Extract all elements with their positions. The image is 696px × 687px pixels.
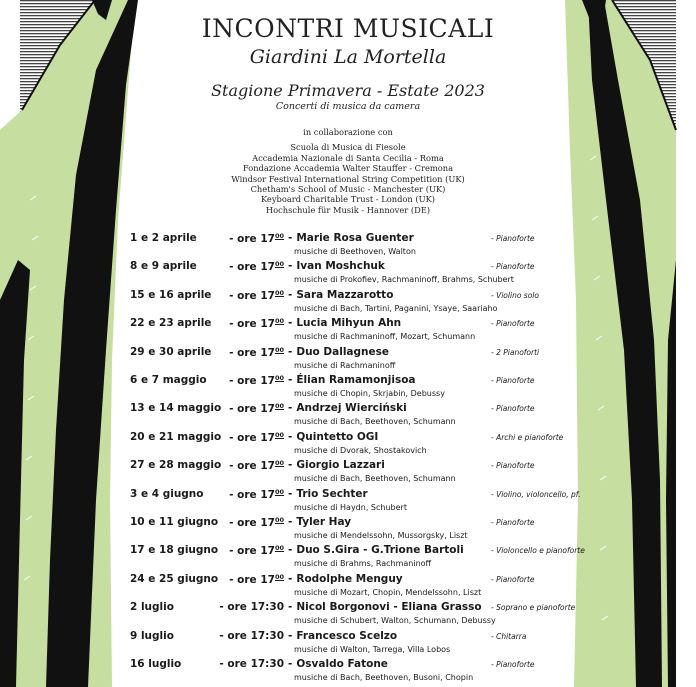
concert-performer [288,601,482,613]
concert-performer [288,260,385,272]
separator-dash: - [288,572,293,585]
concert-date: 24 e 25 giugno [130,572,219,585]
partner: Keyboard Charitable Trust - London (UK) [260,194,436,205]
concert-time [214,402,284,415]
concert-date: 10 e 11 giugno [130,516,219,528]
concert-time-value: - ore 17 [229,346,275,359]
season-subtitle: Concerti di musica da camera [275,101,421,112]
performer-name: Nicol Borgonovi - Eliana Grasso [296,601,482,614]
concert-time-minutes: 00 [274,572,284,581]
concert-repertoire: musiche di Bach, Tartini, Paganini, Ysaye, Saariaho [294,303,498,313]
concert-row [0,573,696,601]
concert-date: 22 e 23 aprile [130,317,212,330]
concert-date: 17 e 18 giugno [130,544,219,557]
concert-row [0,544,696,572]
poster-subtitle: Giardini La Mortella [249,46,447,68]
concert-instrument: - 2 Pianoforti [491,347,540,357]
concert-row [0,346,696,374]
concert-time-value: - ore 17 [229,545,275,558]
concert-instrument: - Pianoforte [491,574,535,584]
concert-row [0,232,696,260]
separator-dash: - [288,317,293,330]
performer-name: Trio Sechter [296,487,368,500]
concert-time-minutes: 00 [274,516,284,524]
concert-instrument: - Violino solo [491,290,539,300]
separator-dash: - [288,430,293,443]
separator-dash: - [288,288,293,301]
separator-dash: - [288,260,293,273]
concert-time [214,544,284,557]
concert-date: 8 e 9 aprile [130,260,197,273]
concert-date: 6 e 7 maggio [130,374,207,386]
concert-time [214,232,284,245]
concert-repertoire: musiche di Chopin, Skrjabin, Debussy [294,389,445,398]
performer-name: Ivan Moshchuk [296,260,385,273]
concert-instrument: - Pianoforte [491,262,535,272]
instrument-name: Archi e pianoforte [496,432,564,442]
concert-date: 27 e 28 maggio [130,459,222,472]
concert-repertoire: musiche di Mendelssohn, Mussorgsky, Liszt [294,531,468,540]
concert-performer [288,374,416,386]
concert-row [0,658,696,686]
poster-title: INCONTRI MUSICALI [201,14,495,43]
concert-performer [288,658,388,670]
performer-name: Tyler Hay [296,516,352,528]
concert-time-minutes: 00 [274,288,284,297]
concert-repertoire: musiche di Rachmaninoff, Mozart, Schumann [294,332,476,342]
concert-performer [288,232,414,244]
concert-date: 20 e 21 maggio [130,430,222,443]
concert-performer [288,516,351,528]
separator-dash: - [288,658,293,670]
concert-time [214,488,284,501]
instrument-name: Pianoforte [496,518,535,527]
instrument-name: 2 Pianoforti [496,347,540,357]
concert-date: 2 luglio [130,601,174,614]
concert-row [0,488,696,516]
separator-dash: - [288,629,293,642]
separator-dash: - [288,402,293,415]
concert-instrument: - Soprano e pianoforte [491,603,576,613]
concert-time-value: - ore 17:30 [219,601,284,614]
concert-instrument: - Chitarra [491,631,527,641]
performer-name: Marie Rosa Guenter [296,232,414,244]
concert-time-minutes: 00 [274,402,284,411]
separator-dash: - [288,345,293,358]
concert-time-value: - ore 17 [229,431,275,444]
concert-performer [288,402,407,414]
separator-dash: - [288,232,293,244]
concert-repertoire: musiche di Dvorak, Shostakovich [294,445,427,455]
concert-time [214,374,284,387]
concert-performer [288,289,393,301]
concert-repertoire: musiche di Rachmaninoff [294,360,396,370]
performer-name: Quintetto OGI [296,430,379,443]
performer-name: Andrzej Wierciński [296,402,407,415]
separator-dash: - [288,487,293,500]
partner: Hochschule für Musik - Hannover (DE) [265,204,431,215]
concert-instrument: - Violino, violoncello, pf. [491,489,581,499]
concert-time-value: - ore 17 [229,289,275,302]
concert-time-minutes: 00 [274,544,284,553]
performer-name: Osvaldo Fatone [296,658,388,670]
concert-repertoire: musiche di Bach, Beethoven, Schumann [294,417,456,427]
concert-time-value: - ore 17 [229,261,275,274]
concert-time [214,516,284,529]
concert-instrument: - Pianoforte [491,376,535,385]
instrument-name: Pianoforte [496,319,535,329]
concert-date: 29 e 30 aprile [130,345,212,358]
concert-instrument: - Pianoforte [491,319,535,329]
concert-time-minutes: 00 [274,232,284,240]
concert-time-minutes: 00 [274,374,284,382]
concert-time-value: - ore 17:30 [219,629,284,642]
performer-name: Francesco Scelzo [296,629,398,642]
partner: Scuola di Musica di Fiesole [290,142,406,153]
concert-repertoire: musiche di Schubert, Walton, Schumann, Debussy [294,616,496,626]
instrument-name: Violino solo [496,290,539,300]
concert-date: 13 e 14 maggio [130,402,222,415]
concert-date: 1 e 2 aprile [130,232,197,244]
partner: Accademia Nazionale di Santa Cecilia - Roma [252,152,444,163]
concert-instrument: - Pianoforte [491,404,535,414]
concert-time-value: - ore 17 [229,318,275,331]
concert-repertoire: musiche di Prokofiev, Rachmaninoff, Brahms, Schubert [294,275,514,285]
concert-row [0,260,696,288]
concert-time-minutes: 00 [274,317,284,326]
concert-date: 15 e 16 aprile [130,288,212,301]
concert-repertoire: musiche di Brahms, Rachmaninoff [294,559,432,569]
concert-time-value: - ore 17 [229,460,275,473]
concert-time [214,658,284,670]
concert-time [214,459,284,472]
concert-time-minutes: 00 [274,430,284,439]
concert-time-value: - ore 17:30 [219,658,284,670]
concert-time-value: - ore 17 [229,375,275,387]
partner: Fondazione Accademia Walter Stauffer - Cremona [242,163,454,174]
instrument-name: Pianoforte [496,461,535,471]
instrument-name: Violoncello e pianoforte [496,546,585,556]
concert-time-value: - ore 17 [229,403,275,416]
concert-time-minutes: 00 [274,260,284,269]
concert-time-value: - ore 17 [229,573,275,586]
concert-row [0,374,696,402]
concert-row [0,431,696,459]
concert-time-minutes: 00 [274,459,284,468]
concert-time [214,260,284,273]
concert-time [214,289,284,302]
concert-row [0,459,696,487]
concert-time [214,601,284,613]
collaboration-block [0,127,696,215]
separator-dash: - [288,459,293,472]
instrument-name: Pianoforte [496,660,535,669]
instrument-name: Violino, violoncello, pf. [496,489,581,499]
concert-row [0,289,696,317]
concert-time [214,573,284,586]
concert-performer [288,431,378,443]
partner: Chetham's School of Music - Manchester (UK) [250,184,446,195]
concert-time-minutes: 00 [274,345,284,354]
concert-instrument: - Violoncello e pianoforte [491,546,585,556]
concert-performer [288,317,401,329]
performer-name: Rodolphe Menguy [296,572,403,585]
concert-instrument: - Pianoforte [491,660,535,669]
concert-time-value: - ore 17 [229,517,275,529]
instrument-name: Pianoforte [496,234,535,243]
concert-row [0,630,696,658]
concert-instrument: - Pianoforte [491,461,535,471]
concert-time [214,346,284,359]
instrument-name: Pianoforte [496,404,535,414]
performer-name: Giorgio Lazzari [296,459,385,472]
concert-row [0,516,696,544]
concert-row [0,402,696,430]
concert-repertoire: musiche di Walton, Tarrega, Villa Lobos [294,644,451,654]
instrument-name: Pianoforte [496,262,535,272]
concert-instrument: - Archi e pianoforte [491,432,564,442]
separator-dash: - [288,544,293,557]
instrument-name: Soprano e pianoforte [496,603,576,613]
concert-instrument: - Pianoforte [491,234,535,243]
separator-dash: - [288,516,293,528]
performer-name: Duo S.Gira - G.Trione Bartoli [296,544,464,557]
separator-dash: - [288,601,293,614]
concert-repertoire: musiche di Mozart, Chopin, Mendelssohn, Liszt [294,587,482,597]
concert-performer [288,573,403,585]
performer-name: Sara Mazzarotto [296,288,394,301]
instrument-name: Pianoforte [496,574,535,584]
concert-date: 9 luglio [130,629,174,642]
separator-dash: - [288,374,293,386]
concert-date: 3 e 4 giugno [130,487,204,500]
performer-name: Élian Ramamonjisoa [296,374,416,386]
instrument-name: Chitarra [496,631,527,641]
concert-performer [288,488,368,500]
concert-repertoire: musiche di Beethoven, Walton [294,247,416,256]
performer-name: Duo Dallagnese [296,345,389,358]
concert-time [214,317,284,330]
concert-row [0,317,696,345]
concert-performer [288,630,397,642]
instrument-name: Pianoforte [496,376,535,385]
performer-name: Lucia Mihyun Ahn [296,317,402,330]
partner: Windsor Festival International String Competition (UK) [231,173,465,184]
concert-instrument: - Pianoforte [491,518,535,527]
concert-performer [288,346,389,358]
collaboration-intro: in collaborazione con [303,127,393,137]
concert-repertoire: musiche di Haydn, Schubert [294,502,407,512]
concert-time-minutes: 00 [274,487,284,496]
concert-time-value: - ore 17 [229,488,275,501]
concert-repertoire: musiche di Bach, Beethoven, Schumann [294,474,456,484]
concert-performer [288,544,464,556]
concert-performer [288,459,385,471]
concert-date: 16 luglio [130,658,182,670]
concert-time [214,630,284,642]
concert-row [0,601,696,629]
concert-repertoire: musiche di Bach, Beethoven, Busoni, Chopin [294,673,474,682]
season-title: Stagione Primavera - Estate 2023 [211,81,485,100]
concert-time [214,431,284,444]
concert-time-value: - ore 17 [229,233,275,245]
